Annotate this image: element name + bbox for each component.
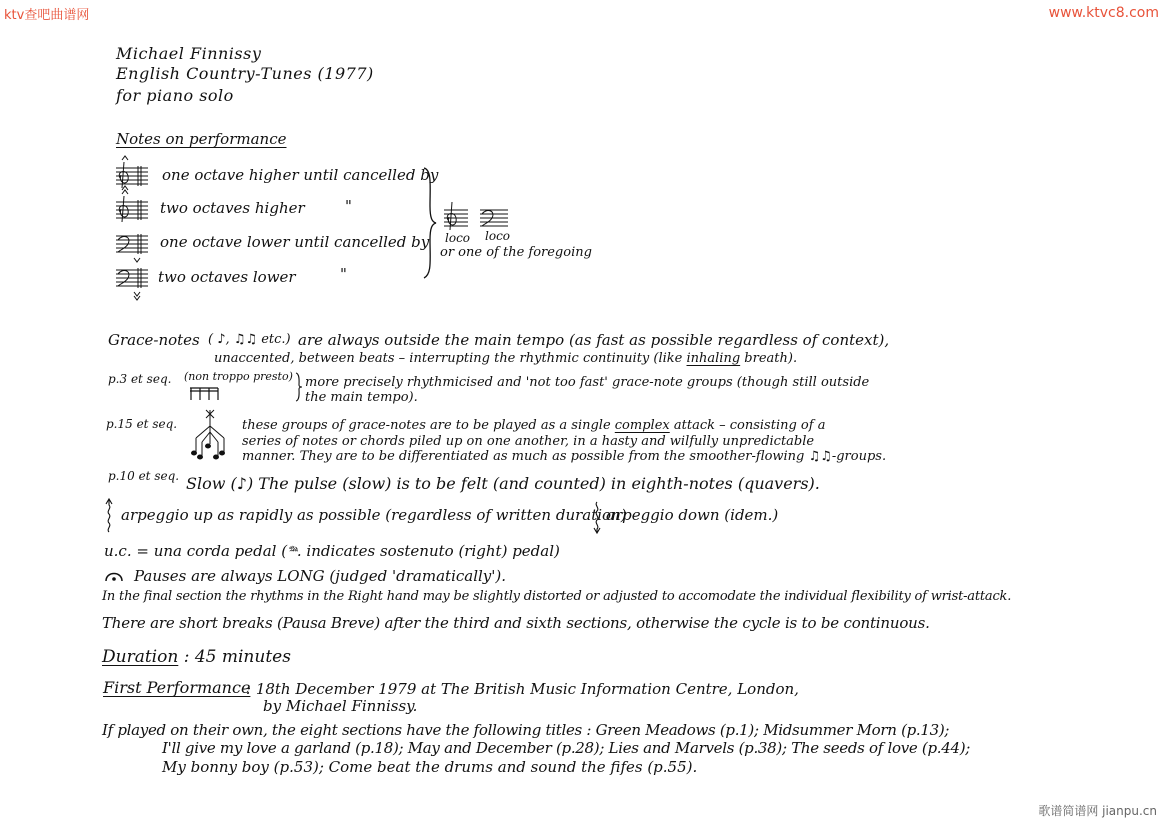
arpeggio-up-icon xyxy=(104,498,114,534)
ditto-mark-2: " xyxy=(340,265,347,283)
bass-8vb-icon xyxy=(116,234,148,262)
instrumentation: for piano solo xyxy=(116,86,234,105)
treble-15ma-icon xyxy=(116,186,148,222)
watermark-right: www.ktvc8.com xyxy=(1048,5,1159,21)
p3-ref: p.3 et seq. xyxy=(108,372,172,386)
duration-value: : 45 minutes xyxy=(183,647,291,667)
p15-line1: these groups of grace-notes are to be played as a single complex attack – consisting of a xyxy=(242,418,826,433)
loco-foregoing: or one of the foregoing xyxy=(440,245,592,260)
loco-label-2: loco xyxy=(485,229,511,243)
watermark-bottom: 歌谱简谱网 jianpu.cn xyxy=(1038,804,1157,818)
octave-symbols xyxy=(112,158,154,298)
notes-heading: Notes on performance xyxy=(116,130,287,148)
arpeggio-down-text: arpeggio down (idem.) xyxy=(606,506,779,524)
first-performance-line2: by Michael Finnissy. xyxy=(263,697,418,715)
first-performance-line1: : 18th December 1979 at The British Music Information Centre, London, xyxy=(246,680,799,698)
fermata-icon xyxy=(104,569,124,583)
p10-ref: p.10 et seq. xyxy=(108,469,180,483)
loco-label-1: loco xyxy=(445,231,471,245)
brace-icon xyxy=(420,166,440,280)
duration-label: Duration xyxy=(102,647,179,667)
treble-8va-icon xyxy=(116,156,148,188)
p15-line3: manner. They are to be differentiated as much as possible from the smoother-flowing ♫♫-groups. xyxy=(242,449,887,464)
final-section-text: In the final section the rhythms in the Right hand may be slightly distorted or adjusted to accomodate the individual flexibility of wrist-attack. xyxy=(102,589,1012,604)
pauses-text: Pauses are always LONG (judged 'dramatically'). xyxy=(134,567,507,585)
small-brace-icon xyxy=(294,372,304,402)
arpeggio-up-text: arpeggio up as rapidly as possible (regardless of written duration) xyxy=(121,506,627,524)
titles-line3: My bonny boy (p.53); Come beat the drums and sound the fifes (p.55). xyxy=(162,758,698,776)
watermark-left: ktv查吧曲谱网 xyxy=(4,8,90,23)
breaks-text: There are short breaks (Pausa Breve) after the third and sixth sections, otherwise the cycle is to be continuous. xyxy=(102,614,930,632)
beamed-notes-icon xyxy=(188,386,224,402)
grace-cluster-icon xyxy=(188,408,234,464)
p3-tempo: (non troppo presto) xyxy=(184,370,293,383)
p3-line1: more precisely rhythmicised and 'not too fast' grace-note groups (though still outside xyxy=(305,375,870,390)
octave-mark-1: one octave higher until cancelled by xyxy=(162,166,439,184)
arpeggio-down-icon xyxy=(592,500,602,534)
octave-mark-3: one octave lower until cancelled by xyxy=(160,233,430,251)
first-performance-label: First Performance xyxy=(103,678,251,697)
octave-mark-4: two octaves lower xyxy=(158,268,296,286)
p3-line2: the main tempo). xyxy=(305,390,418,405)
grace-notes-paren: ( ♪, ♫♫ etc.) xyxy=(208,332,291,347)
loco-symbols xyxy=(442,200,512,232)
composer: Michael Finnissy xyxy=(116,44,262,63)
bass-clef-icon xyxy=(480,210,508,226)
titles-line2: I'll give my love a garland (p.18); May and December (p.28); Lies and Marvels (p.38); The seeds of love (p.44); xyxy=(162,739,971,757)
ditto-mark-1: " xyxy=(345,197,352,215)
octave-mark-2: two octaves higher xyxy=(160,199,305,217)
titles-line1: If played on their own, the eight sections have the following titles : Green Meadows (p.1); Midsummer Morn (p.13); xyxy=(102,721,950,739)
duration xyxy=(102,647,291,667)
treble-clef-icon xyxy=(444,202,468,230)
pedal-text: u.c. = una corda pedal (𝆮. indicates sostenuto (right) pedal) xyxy=(104,542,560,560)
grace-notes-line2: unaccented, between beats – interrupting the rhythmic continuity (like inhaling breath). xyxy=(214,351,798,366)
p15-ref: p.15 et seq. xyxy=(106,417,178,431)
p10-text: Slow (♪) The pulse (slow) is to be felt (and counted) in eighth-notes (quavers). xyxy=(186,474,820,493)
bass-15mb-icon xyxy=(116,268,148,300)
grace-notes-label: Grace-notes xyxy=(108,331,200,349)
work-title: English Country-Tunes (1977) xyxy=(116,64,374,83)
grace-notes-line1: are always outside the main tempo (as fast as possible regardless of context), xyxy=(298,331,890,349)
p15-line2: series of notes or chords piled up on one another, in a hasty and wilfully unpredictable xyxy=(242,434,815,449)
